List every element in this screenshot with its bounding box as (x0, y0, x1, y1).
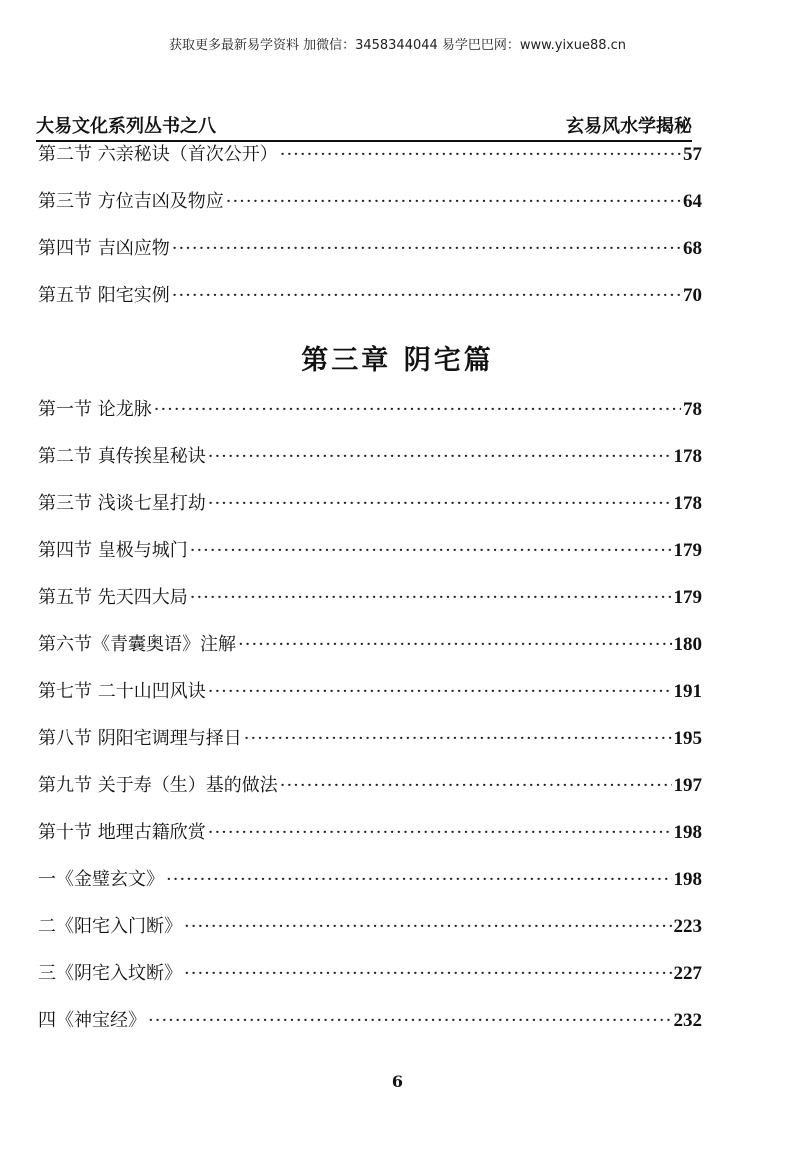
toc-entry-label: 第二节 真传挨星秘诀 (38, 446, 206, 467)
toc-leader-dots (154, 399, 681, 420)
toc-entry-label: 第七节 二十山凹风诀 (38, 681, 206, 702)
toc-entry-page: 197 (673, 775, 702, 796)
toc-entry-label: 第九节 关于寿（生）基的做法 (38, 775, 278, 796)
running-header (36, 112, 692, 142)
toc-entry (38, 959, 702, 1006)
toc-entry-label: 第五节 先天四大局 (38, 587, 188, 608)
series-title: 大易文化系列丛书之八 (36, 116, 216, 137)
toc-entry-page: 64 (683, 191, 702, 212)
toc-entry-page: 179 (673, 587, 702, 608)
toc-leader-dots (184, 963, 672, 984)
toc-section-a (38, 140, 702, 328)
page-number: 6 (391, 1072, 404, 1091)
toc-leader-dots (184, 916, 672, 937)
toc-leader-dots (208, 822, 672, 843)
toc-entry-label: 第四节 皇极与城门 (38, 540, 188, 561)
toc-entry-page: 227 (673, 963, 702, 984)
toc-entry-label: 二《阳宅入门断》 (38, 916, 182, 937)
toc-entry-page: 178 (673, 446, 702, 467)
toc-entry (38, 281, 702, 328)
toc-entry-label: 四《神宝经》 (38, 1010, 146, 1031)
toc-entry (38, 489, 702, 536)
toc-entry-page: 178 (673, 493, 702, 514)
toc-entry-page: 195 (673, 728, 702, 749)
toc-entry (38, 140, 702, 187)
toc-leader-dots (280, 775, 672, 796)
toc-entry-label: 第四节 吉凶应物 (38, 238, 170, 259)
toc-entry (38, 771, 702, 818)
toc-entry-page: 198 (673, 822, 702, 843)
toc-entry-label: 第三节 浅谈七星打劫 (38, 493, 206, 514)
toc-entry (38, 187, 702, 234)
toc-entry-label: 第一节 论龙脉 (38, 399, 152, 420)
toc-leader-dots (190, 540, 672, 561)
chapter-heading: 第三章 阴宅篇 (301, 345, 494, 376)
toc-leader-dots (208, 446, 672, 467)
toc-entry-label: 第八节 阴阳宅调理与择日 (38, 728, 242, 749)
toc-leader-dots (208, 493, 672, 514)
toc-leader-dots (148, 1010, 672, 1031)
toc-entry-page: 78 (683, 399, 702, 420)
toc-entry-label: 三《阴宅入坟断》 (38, 963, 182, 984)
toc-entry (38, 912, 702, 959)
toc-entry-page: 179 (673, 540, 702, 561)
toc-entry (38, 677, 702, 724)
toc-entry (38, 630, 702, 677)
toc-entry-label: 第三节 方位吉凶及物应 (38, 191, 224, 212)
toc-entry-label: 第五节 阳宅实例 (38, 285, 170, 306)
toc-leader-dots (280, 144, 681, 165)
toc-entry-label: 一《金璧玄文》 (38, 869, 164, 890)
toc-entry (38, 583, 702, 630)
toc-leader-dots (208, 681, 672, 702)
toc-entry-page: 223 (673, 916, 702, 937)
toc-entry (38, 395, 702, 442)
toc-entry (38, 865, 702, 912)
toc-leader-dots (238, 634, 672, 655)
toc-entry (38, 442, 702, 489)
toc-section-b (38, 395, 702, 1053)
toc-entry (38, 818, 702, 865)
toc-leader-dots (166, 869, 672, 890)
toc-entry-label: 第二节 六亲秘诀（首次公开） (38, 144, 278, 165)
toc-entry-label: 第六节《青囊奥语》注解 (38, 634, 236, 655)
toc-entry-page: 70 (683, 285, 702, 306)
toc-entry (38, 1006, 702, 1053)
toc-entry (38, 536, 702, 583)
toc-leader-dots (172, 238, 681, 259)
toc-leader-dots (226, 191, 681, 212)
toc-entry (38, 724, 702, 771)
toc-entry (38, 234, 702, 281)
toc-entry-page: 68 (683, 238, 702, 259)
toc-entry-page: 180 (673, 634, 702, 655)
toc-leader-dots (190, 587, 672, 608)
toc-leader-dots (172, 285, 681, 306)
toc-leader-dots (244, 728, 672, 749)
toc-entry-page: 57 (683, 144, 702, 165)
toc-entry-page: 191 (673, 681, 702, 702)
toc-entry-page: 232 (673, 1010, 702, 1031)
toc-entry-label: 第十节 地理古籍欣赏 (38, 822, 206, 843)
watermark-banner: 获取更多最新易学资料 加微信：3458344044 易学巴巴网：www.yixue88.cn (168, 38, 627, 53)
book-title: 玄易风水学揭秘 (566, 116, 692, 137)
toc-entry-page: 198 (673, 869, 702, 890)
